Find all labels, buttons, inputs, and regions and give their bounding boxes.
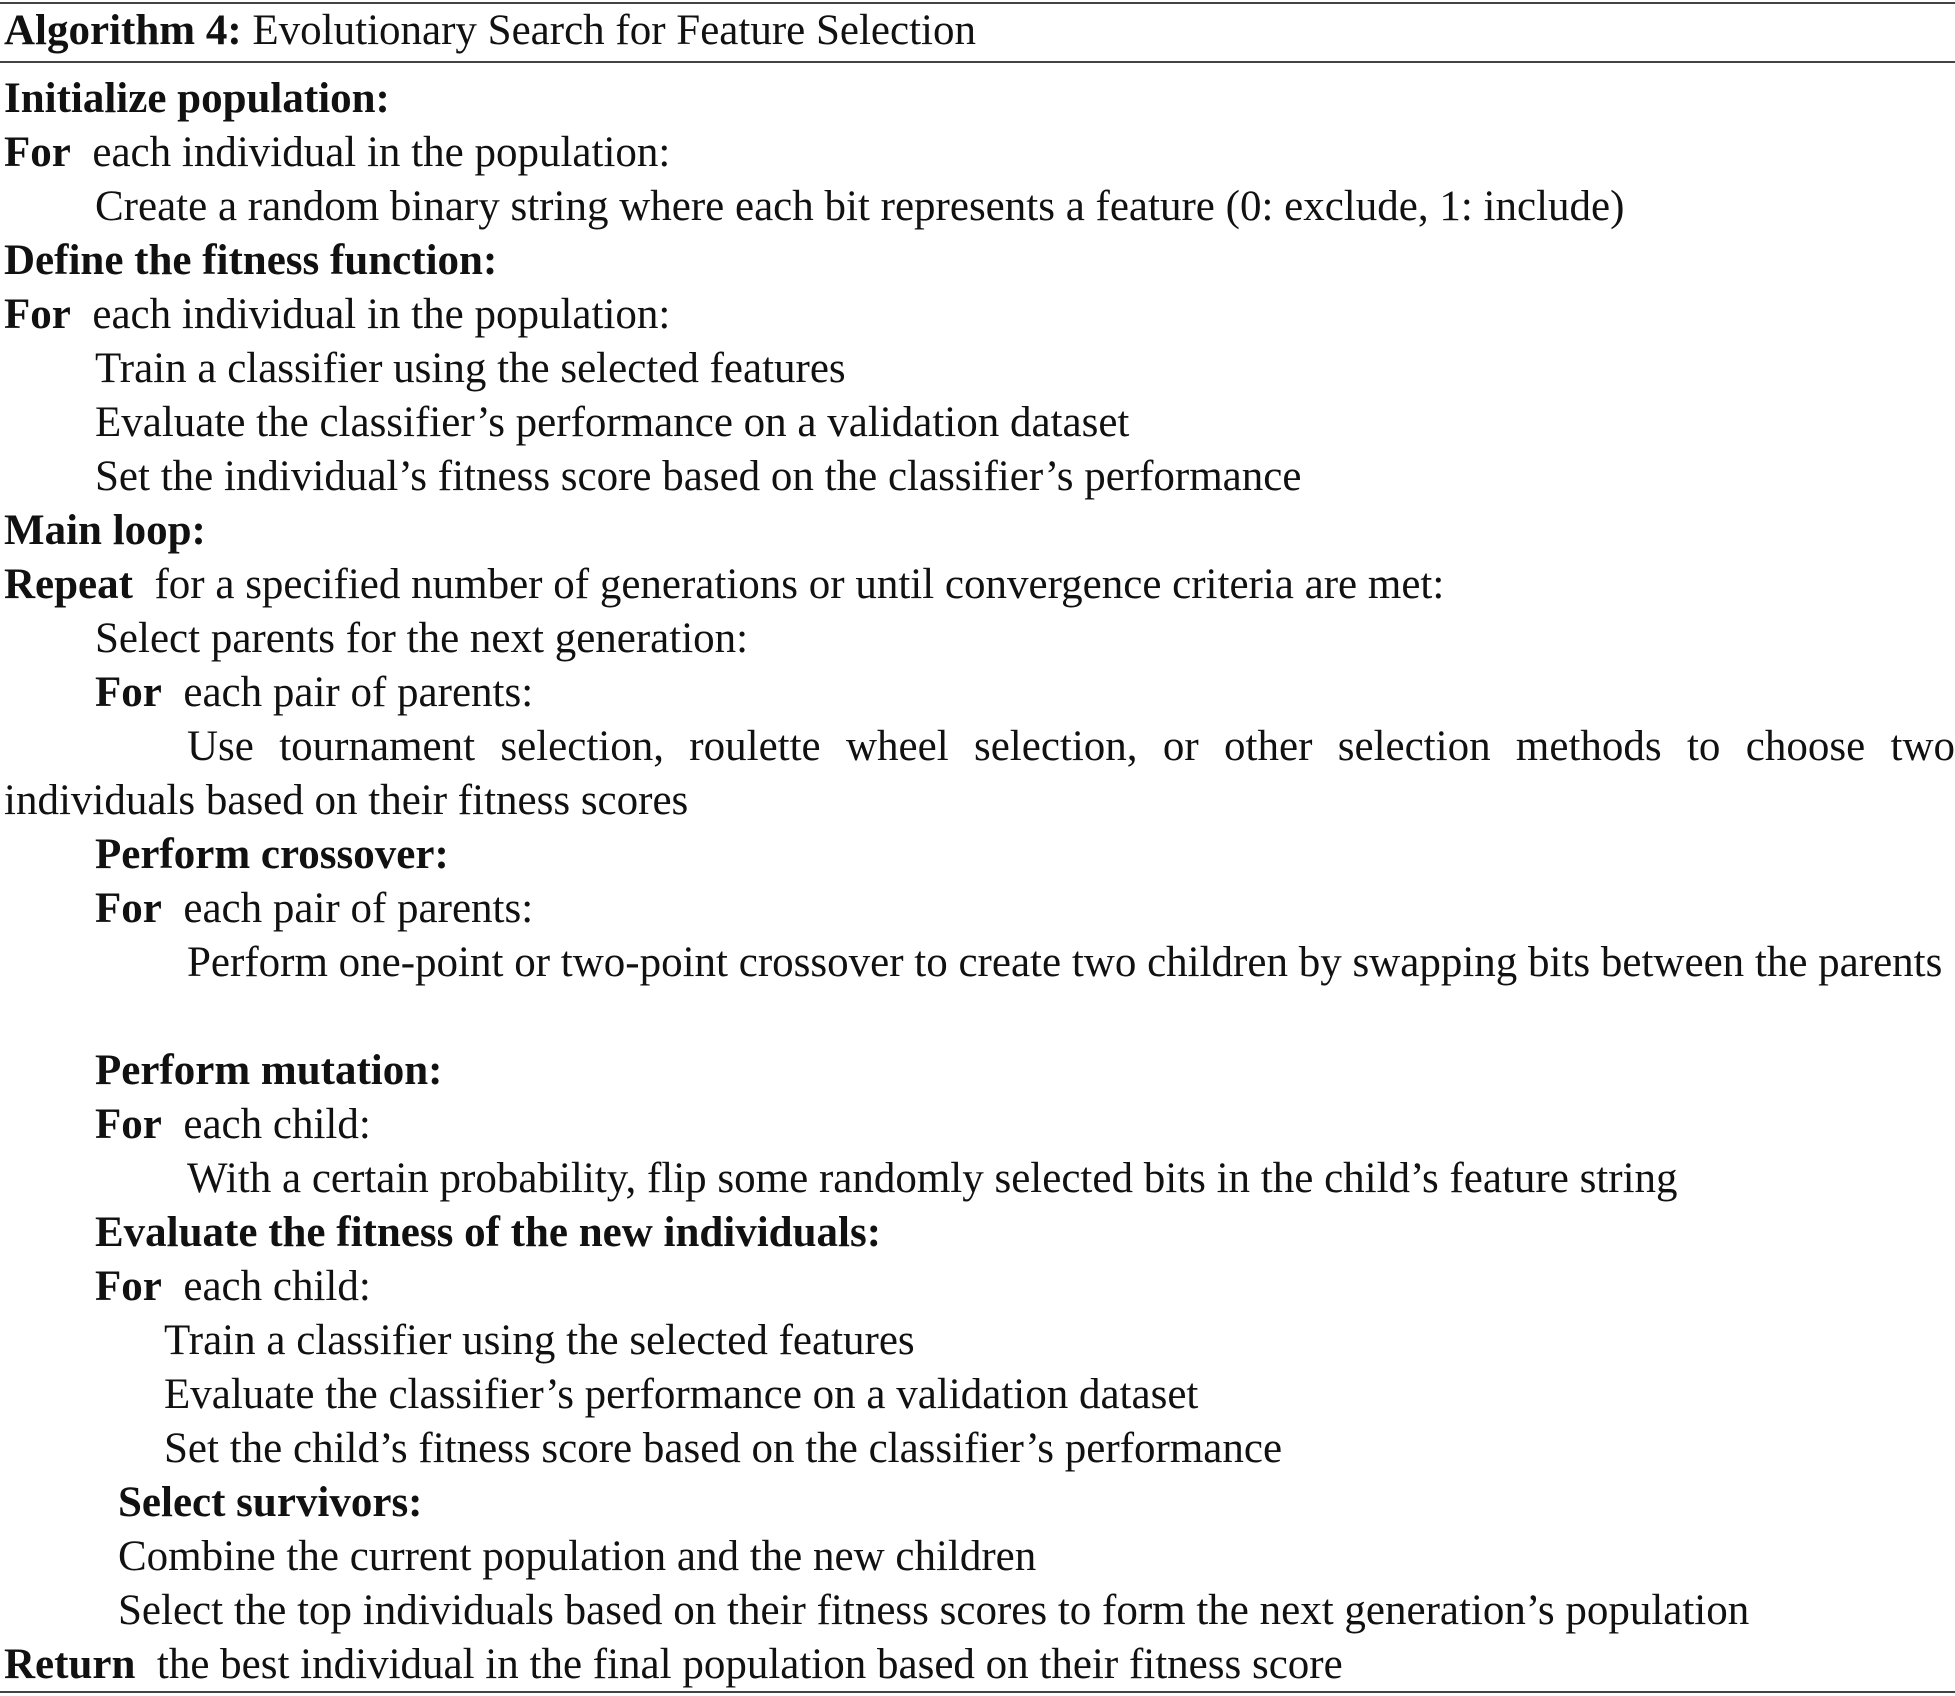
step-line [0, 558, 1955, 612]
keyword-for: For [95, 669, 162, 716]
step-line: Select the top individuals based on their fitness scores to form the next generation’s population [118, 1587, 1750, 1634]
step-line: Combine the current population and the new children [118, 1533, 1037, 1580]
step-line [0, 666, 1955, 720]
step-line: Train a classifier using the selected features [95, 345, 846, 392]
algorithm-body [0, 72, 1955, 1692]
step-line: With a certain probability, flip some randomly selected bits in the child’s feature string [187, 1155, 1678, 1202]
caption-rule [0, 61, 1955, 63]
step-text: the best individual in the final population based on their fitness score [156, 1641, 1343, 1688]
step-crossover-heading: Perform crossover: [95, 831, 449, 878]
step-text: each child: [183, 1263, 371, 1310]
step-text: each pair of parents: [183, 669, 534, 716]
bottom-rule [0, 1691, 1955, 1693]
step-line: Create a random binary string where each bit represents a feature (0: exclude, 1: include) [95, 183, 1625, 230]
step-text: for a specified number of generations or until convergence criteria are met: [154, 561, 1445, 608]
step-survivors-heading: Select survivors: [118, 1479, 423, 1526]
step-initialize-heading: Initialize population: [4, 75, 390, 122]
step-text: each child: [183, 1101, 371, 1148]
keyword-return: Return [4, 1641, 136, 1688]
step-line [0, 288, 1955, 342]
keyword-for: For [4, 129, 71, 176]
step-main-loop-heading: Main loop: [4, 507, 206, 554]
algorithm-caption [4, 2, 976, 60]
step-line: Evaluate the classifier’s performance on a validation dataset [164, 1371, 1199, 1418]
algorithm-title: Evolutionary Search for Feature Selection [252, 7, 976, 54]
step-line: Set the individual’s fitness score based on the classifier’s performance [95, 453, 1302, 500]
step-line [0, 1260, 1955, 1314]
algorithm-label: Algorithm 4: [4, 7, 242, 54]
step-line-wrapped: Use tournament selection, roulette wheel selection, or other selection methods to choose two individuals based on their fitness scores [4, 723, 1955, 824]
keyword-repeat: Repeat [4, 561, 133, 608]
step-line [0, 882, 1955, 936]
step-text: each individual in the population: [92, 129, 671, 176]
step-fitness-heading: Define the fitness function: [4, 237, 498, 284]
step-evaluate-heading: Evaluate the fitness of the new individuals: [95, 1209, 882, 1256]
step-line: Set the child’s fitness score based on the classifier’s performance [164, 1425, 1283, 1472]
step-mutation-heading: Perform mutation: [95, 1047, 443, 1094]
step-line: Select parents for the next generation: [95, 615, 749, 662]
keyword-for: For [95, 885, 162, 932]
step-line [0, 126, 1955, 180]
step-line-wrapped: Perform one-point or two-point crossover to create two children by swapping bits between the parents [187, 939, 1943, 986]
step-text: each individual in the population: [92, 291, 671, 338]
step-line: Train a classifier using the selected features [164, 1317, 915, 1364]
keyword-for: For [4, 291, 71, 338]
step-line [0, 1098, 1955, 1152]
step-text: each pair of parents: [183, 885, 534, 932]
keyword-for: For [95, 1101, 162, 1148]
step-line [0, 1638, 1955, 1692]
step-line: Evaluate the classifier’s performance on a validation dataset [95, 399, 1130, 446]
keyword-for: For [95, 1263, 162, 1310]
